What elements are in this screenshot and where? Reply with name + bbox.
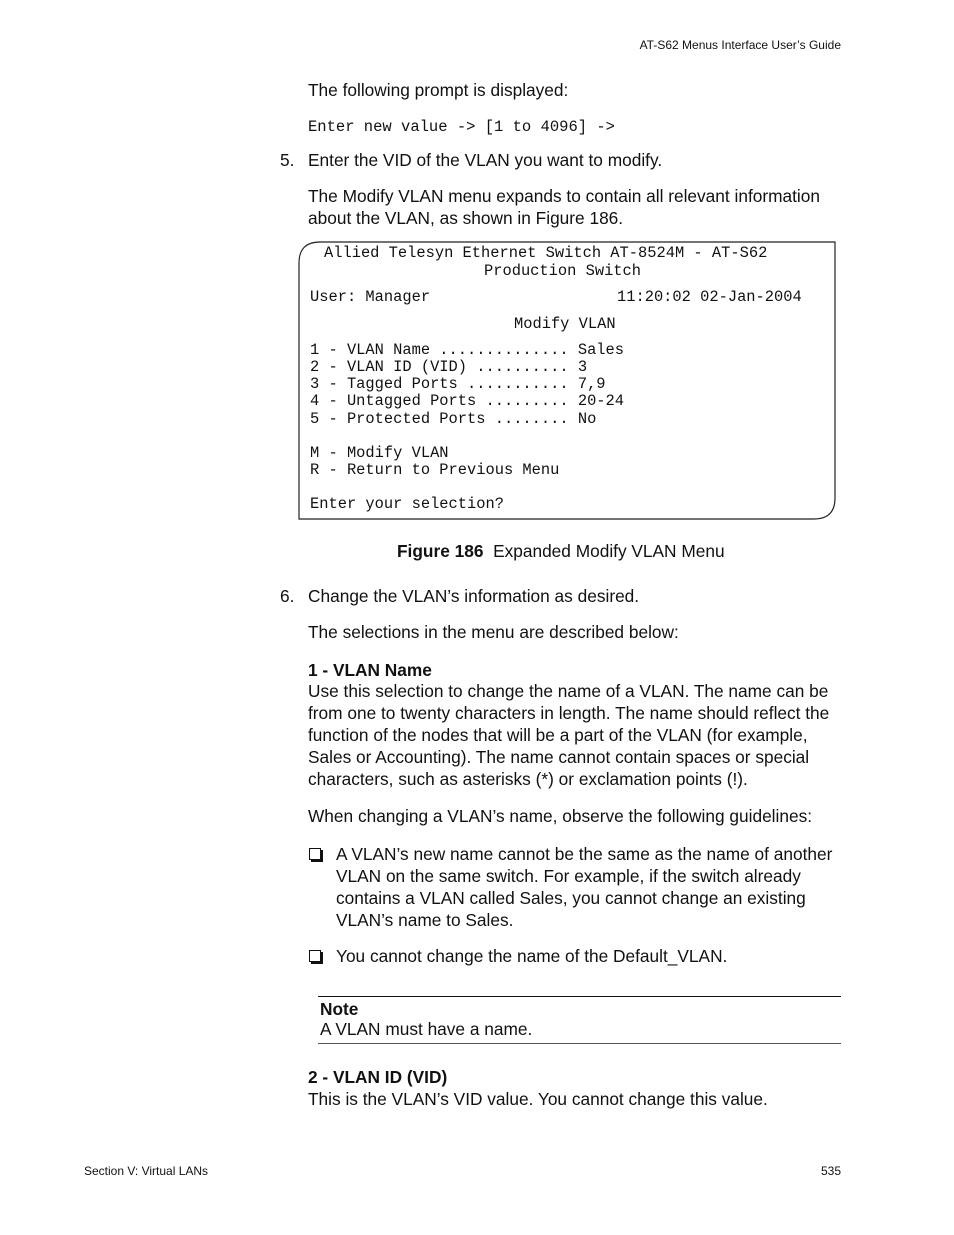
vlan-name-line: characters, such as asterisks (*) or exclamation points (!).: [308, 769, 748, 789]
prompt-intro: The following prompt is displayed:: [308, 80, 569, 100]
figure-caption-text: Expanded Modify VLAN Menu: [493, 541, 725, 561]
screen-title-line: Allied Telesyn Ethernet Switch AT-8524M - AT-S62: [324, 244, 768, 262]
checkbox-bullet-icon: [309, 950, 321, 962]
bullet-1-line: A VLAN’s new name cannot be the same as the name of another: [336, 844, 833, 864]
vlan-id-text: This is the VLAN’s VID value. You cannot change this value.: [308, 1089, 768, 1109]
bullet-guideline-2: You cannot change the name of the Default_VLAN.: [336, 946, 728, 966]
bullet-1-line: VLAN on the same switch. For example, if the switch already: [336, 866, 801, 886]
note-top-rule: [318, 996, 841, 997]
menu-item-protected-ports: 5 - Protected Ports ........ No: [310, 410, 597, 428]
footer-page-number: 535: [820, 1164, 841, 1178]
figure-label: Figure 186: [397, 541, 484, 561]
expands-paragraph: [308, 185, 820, 229]
running-header: AT-S62 Menus Interface User’s Guide: [639, 38, 841, 52]
menu-action-modify: M - Modify VLAN: [310, 444, 449, 462]
expands-line: about the VLAN, as shown in Figure 186.: [308, 208, 624, 228]
bullet-guideline-1: [336, 843, 832, 931]
bullet-1-line: VLAN’s name to Sales.: [336, 910, 514, 930]
vlan-name-line: Sales or Accounting). The name cannot contain spaces or special: [308, 747, 810, 767]
menu-item-vlan-id: 2 - VLAN ID (VID) .......... 3: [310, 358, 588, 376]
step-5-text: Enter the VID of the VLAN you want to modify.: [308, 150, 663, 170]
selections-intro: The selections in the menu are described below:: [308, 622, 679, 642]
menu-action-return: R - Return to Previous Menu: [310, 461, 560, 479]
menu-item-untagged-ports: 4 - Untagged Ports ......... 20-24: [310, 392, 625, 410]
vlan-name-description: [308, 680, 829, 790]
screen-datetime: 11:20:02 02-Jan-2004: [617, 288, 802, 306]
menu-item-vlan-name: 1 - VLAN Name .............. Sales: [310, 341, 625, 359]
note-title: Note: [320, 999, 359, 1019]
checkbox-bullet-icon: [309, 848, 321, 860]
bullet-1-line: contains a VLAN called Sales, you cannot change an existing: [336, 888, 806, 908]
guidelines-intro: When changing a VLAN’s name, observe the following guidelines:: [308, 806, 813, 826]
step-5-number: 5.: [280, 150, 295, 170]
step-6-text: Change the VLAN’s information as desired.: [308, 586, 640, 606]
vlan-id-heading: 2 - VLAN ID (VID): [308, 1067, 448, 1087]
vlan-name-line: from one to twenty characters in length. The name should reflect the: [308, 703, 830, 723]
vlan-name-line: function of the nodes that will be a part of the VLAN (for example,: [308, 725, 808, 745]
vlan-name-heading: 1 - VLAN Name: [308, 660, 432, 680]
terminal-screen-figure: [298, 241, 836, 520]
figure-caption: [397, 540, 725, 562]
note-text: A VLAN must have a name.: [320, 1019, 533, 1039]
note-bottom-rule: [318, 1043, 841, 1044]
prompt-code: Enter new value -> [1 to 4096] ->: [308, 118, 615, 136]
expands-line: The Modify VLAN menu expands to contain all relevant information: [308, 186, 820, 206]
screen-user: User: Manager: [310, 288, 431, 306]
screen-switch-name: Production Switch: [484, 262, 642, 280]
footer-section: Section V: Virtual LANs: [84, 1164, 209, 1178]
step-6-number: 6.: [280, 586, 295, 606]
vlan-name-line: Use this selection to change the name of a VLAN. The name can be: [308, 681, 829, 701]
screen-menu-title: Modify VLAN: [514, 315, 616, 333]
screen-prompt: Enter your selection?: [310, 495, 504, 513]
menu-item-tagged-ports: 3 - Tagged Ports ........... 7,9: [310, 375, 606, 393]
